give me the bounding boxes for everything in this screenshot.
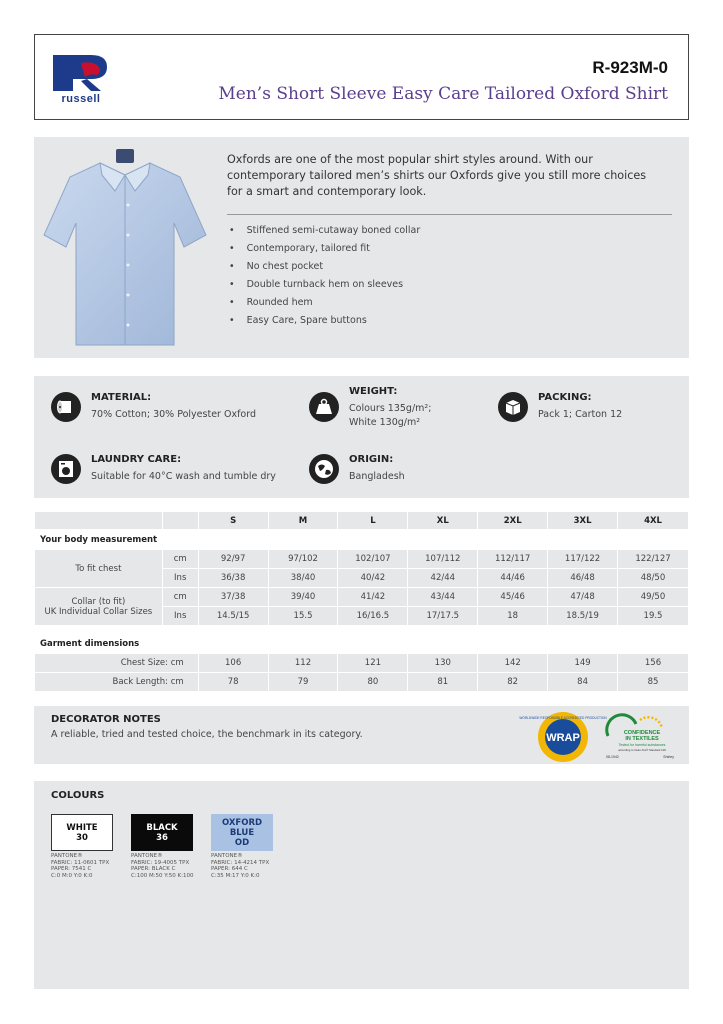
table-cell: 130 <box>408 654 478 673</box>
table-cell: 85 <box>618 673 689 692</box>
table-cell: 92/97 <box>198 550 268 569</box>
cmyk-values: C:35 M:17 Y:0 K:0 <box>211 872 260 879</box>
table-row <box>35 654 689 673</box>
laundry-value: Suitable for 40°C wash and tumble dry <box>91 471 276 482</box>
table-cell: 156 <box>618 654 689 673</box>
chest-label: To fit chest <box>35 550 163 588</box>
laundry-label: LAUNDRY CARE: <box>91 454 182 465</box>
feature-list <box>227 222 420 330</box>
cit-line: CONFIDENCE <box>623 730 661 736</box>
eagle-r-logo-icon <box>51 53 111 93</box>
section-row <box>35 530 689 550</box>
cmyk-values: C:100 M:50 Y:50 K:100 <box>131 872 194 879</box>
size-header: M <box>268 512 338 530</box>
size-header: L <box>338 512 408 530</box>
size-header: 4XL <box>618 512 689 530</box>
table-cell: 42/44 <box>408 569 478 588</box>
weight-colours: Colours 135g/m²; <box>349 403 432 414</box>
wrap-ring-text: WORLDWIDE RESPONSIBLE ACCREDITED PRODUCTION <box>519 716 607 720</box>
table-cell: 142 <box>478 654 548 673</box>
confidence-in-textiles-badge <box>600 712 680 762</box>
pantone-paper: PAPER: 644 C <box>211 866 248 872</box>
decorator-panel <box>34 706 689 764</box>
shirt-image <box>40 145 210 350</box>
garment-dimensions-heading: Garment dimensions <box>35 634 689 654</box>
pantone-fabric: FABRIC: 14-4214 TPX <box>211 859 270 866</box>
table-cell: 46/48 <box>548 569 618 588</box>
table-cell: 18.5/19 <box>548 607 618 626</box>
russell-logo <box>51 53 111 108</box>
table-cell: 121 <box>338 654 408 673</box>
table-cell: 38/40 <box>268 569 338 588</box>
swatch-name: BLACK <box>146 822 178 833</box>
table-cell: 78 <box>198 673 268 692</box>
origin-label: ORIGIN: <box>349 454 394 465</box>
colours-title: COLOURS <box>51 790 105 801</box>
table-cell: 43/44 <box>408 588 478 607</box>
wrap-text: WRAP <box>546 732 580 744</box>
product-description: Oxfords are one of the most popular shirt styles around. With our contemporary tailored men’s shirts our Oxfords give you still more choices for a smart and contemporary look. <box>227 153 647 198</box>
size-header-row <box>35 512 689 530</box>
feature-item: • Rounded hem <box>227 294 420 312</box>
table-cell: 37/38 <box>198 588 268 607</box>
cit-line: Tested for harmful substances <box>618 743 666 747</box>
table-cell: 18 <box>478 607 548 626</box>
specs-panel <box>34 376 689 498</box>
feature-item: • Easy Care, Spare buttons <box>227 312 420 330</box>
box-icon <box>498 392 528 422</box>
table-cell: 81 <box>408 673 478 692</box>
swatch-code: 30 <box>76 832 88 843</box>
size-header: 2XL <box>478 512 548 530</box>
swatch-name: WHITE <box>66 822 98 833</box>
decorator-title: DECORATOR NOTES <box>51 714 161 725</box>
swatch-info <box>131 853 193 879</box>
feature-item: • Double turnback hem on sleeves <box>227 276 420 294</box>
material-value: 70% Cotton; 30% Polyester Oxford <box>91 409 256 420</box>
table-cell: 45/46 <box>478 588 548 607</box>
unit-cell: cm <box>162 588 198 607</box>
pantone-label: PANTONE® <box>51 853 83 859</box>
intro-panel <box>34 137 689 358</box>
weight-icon <box>309 392 339 422</box>
section-row <box>35 634 689 654</box>
product-title: Men’s Short Sleeve Easy Care Tailored Oxford Shirt <box>218 84 668 104</box>
globe-icon <box>309 454 339 484</box>
pantone-fabric: FABRIC: 19-4005 TPX <box>131 859 190 866</box>
table-cell: 16/16.5 <box>338 607 408 626</box>
cit-line: according to Oeko-Tex® Standard 100 <box>618 748 666 752</box>
table-cell: 112/117 <box>478 550 548 569</box>
table-cell: 80 <box>338 673 408 692</box>
size-table <box>34 511 689 692</box>
pantone-fabric: FABRIC: 11-0601 TPX <box>51 859 110 866</box>
table-cell: 97/102 <box>268 550 338 569</box>
colours-panel <box>34 781 689 989</box>
size-header: XL <box>408 512 478 530</box>
chest-size-label: Chest Size: cm <box>35 654 199 673</box>
table-row <box>35 588 689 607</box>
table-cell: 82 <box>478 673 548 692</box>
table-row <box>35 673 689 692</box>
size-header: S <box>198 512 268 530</box>
table-cell: 19.5 <box>618 607 689 626</box>
table-cell: 40/42 <box>338 569 408 588</box>
table-cell: 48/50 <box>618 569 689 588</box>
pantone-label: PANTONE® <box>211 853 243 859</box>
weight-label: WEIGHT: <box>349 386 398 397</box>
table-cell: 39/40 <box>268 588 338 607</box>
swatch-info <box>211 853 269 879</box>
table-cell: 41/42 <box>338 588 408 607</box>
washing-machine-icon <box>51 454 81 484</box>
feature-item: • Stiffened semi-cutaway boned collar <box>227 222 420 240</box>
product-code: R-923M-0 <box>592 58 668 77</box>
swatch-code: 36 <box>156 832 168 843</box>
table-row <box>35 550 689 569</box>
table-cell: 47/48 <box>548 588 618 607</box>
cit-line: IN TEXTILES <box>625 736 659 742</box>
packing-value: Pack 1; Carton 12 <box>538 409 623 420</box>
back-length-label: Back Length: cm <box>35 673 199 692</box>
collar-label <box>35 588 163 626</box>
decorator-text: A reliable, tried and tested choice, the benchmark in its category. <box>51 729 363 740</box>
swatch-name-2: BLUE <box>229 827 255 838</box>
material-label: MATERIAL: <box>91 392 152 403</box>
wrap-certification-icon <box>519 710 607 764</box>
feature-item: • Contemporary, tailored fit <box>227 240 420 258</box>
collar-label-line: Collar (to fit) <box>71 596 126 607</box>
pantone-paper: PAPER: BLACK C <box>131 866 176 872</box>
table-cell: 49/50 <box>618 588 689 607</box>
table-cell: 17/17.5 <box>408 607 478 626</box>
collar-label-line: UK Individual Collar Sizes <box>44 606 153 617</box>
table-cell: 15.5 <box>268 607 338 626</box>
swatch-info <box>51 853 109 879</box>
packing-label: PACKING: <box>538 392 592 403</box>
weight-white: White 130g/m² <box>349 417 421 428</box>
unit-cell: Ins <box>162 569 198 588</box>
cit-institute: Shirley <box>663 755 674 759</box>
table-cell: 44/46 <box>478 569 548 588</box>
fabric-roll-icon <box>51 392 81 422</box>
table-cell: 14.5/15 <box>198 607 268 626</box>
unit-cell: cm <box>162 550 198 569</box>
pantone-paper: PAPER: 7541 C <box>51 866 92 872</box>
feature-item: • No chest pocket <box>227 258 420 276</box>
divider <box>227 214 672 215</box>
swatch-code: OD <box>234 837 250 848</box>
size-header: 3XL <box>548 512 618 530</box>
table-cell: 84 <box>548 673 618 692</box>
colour-swatch-white <box>51 814 113 851</box>
origin-value: Bangladesh <box>349 471 405 482</box>
cmyk-values: C:0 M:0 Y:0 K:0 <box>51 872 93 879</box>
unit-cell: Ins <box>162 607 198 626</box>
swatch-name: OXFORD <box>221 817 263 828</box>
table-cell: 149 <box>548 654 618 673</box>
table-cell: 79 <box>268 673 338 692</box>
table-cell: 122/127 <box>618 550 689 569</box>
table-cell: 112 <box>268 654 338 673</box>
table-cell: 107/112 <box>408 550 478 569</box>
body-measurement-heading: Your body measurement <box>35 530 689 550</box>
cit-code: 08-1942 <box>606 755 619 759</box>
table-cell: 102/107 <box>338 550 408 569</box>
weight-value <box>349 402 431 430</box>
table-cell: 117/122 <box>548 550 618 569</box>
oeko-tex-icon <box>600 712 680 762</box>
wrap-badge <box>519 710 607 764</box>
colour-swatch-oxford-blue <box>211 814 273 851</box>
header <box>34 34 689 120</box>
table-cell: 106 <box>198 654 268 673</box>
pantone-label: PANTONE® <box>131 853 163 859</box>
colour-swatch-black <box>131 814 193 851</box>
table-cell: 36/38 <box>198 569 268 588</box>
brand-name: russell <box>61 93 101 105</box>
